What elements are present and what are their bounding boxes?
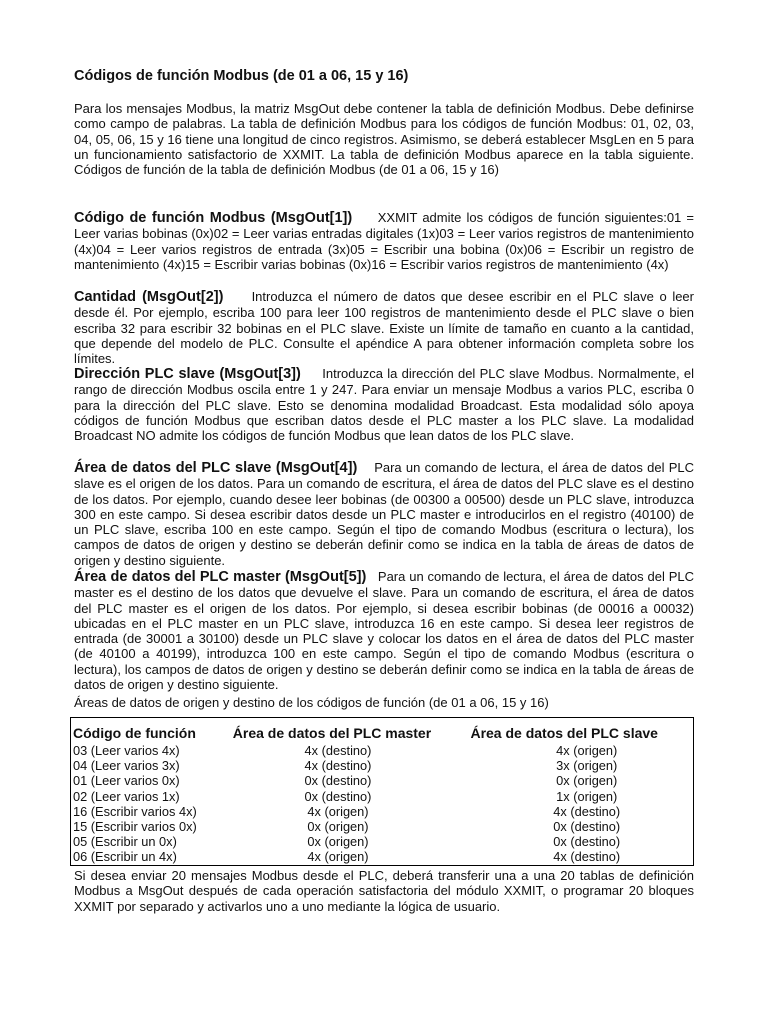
table-cell: 06 (Escribir un 4x) [73, 849, 177, 865]
section-heading: Área de datos del PLC master (MsgOut[5]) [74, 569, 367, 585]
column-header: Área de datos del PLC master [232, 725, 432, 741]
closing-paragraph: Si desea enviar 20 mensajes Modbus desde el PLC, deberá transferir una a una 20 tablas de definición Modbus a MsgOut después de cada operación satisfactoria del módulo XXMIT, o programar 20 bloques XXMIT por separado y activarlos uno a uno mediante la lógica de usuario. [74, 868, 694, 914]
table-cell: 0x (destino) [553, 834, 621, 850]
section-heading: Código de función Modbus (MsgOut[1]) [74, 210, 353, 226]
section-body: XXMIT admite los códigos de función siguientes:01 = Leer varias bobinas (0x)02 = Leer varias entradas digitales (1x)03 = Leer varios registros de mantenimiento (4x)04 = Leer varios registros de entrada (3x)05 = Escribir una bobina (0x)06 = Escribir un registro de mantenimiento (4x)15 = Escribir varias bobinas (0x)16 = Escribir varios registros de mantenimiento (4x) [74, 210, 694, 272]
table-cell: 1x (origen) [556, 788, 618, 804]
table-cell: 4x (destino) [304, 758, 372, 774]
section-heading: Dirección PLC slave (MsgOut[3]) [74, 366, 301, 382]
table-row [73, 804, 693, 819]
table-cell: 04 (Leer varios 3x) [73, 758, 180, 774]
table-cell: 01 (Leer varios 0x) [73, 773, 180, 789]
table-cell: 0x (origen) [556, 773, 618, 789]
section-body: Para un comando de lectura, el área de datos del PLC slave es el origen de los datos. Para un comando de escritura, el área de datos del PLC slave es el destino de los datos. Por ejemplo, cuando desee leer bobinas (de 00300 a 00500) desde un PLC slave, introduzca 300 en este campo. Si desea escribir datos desde un PLC master e introducirlos en el registro (40100) de un PLC slave, escriba 100 en este campo. Según el tipo de comando Modbus (escritura o lectura), los campos de datos de origen y destino se deberán definir como se indica en la tabla de áreas de datos de origen y destino siguiente. [74, 460, 694, 568]
table-cell: 0x (destino) [304, 773, 372, 789]
table-cell: 4x (origen) [307, 803, 369, 819]
table-cell: 4x (destino) [553, 803, 621, 819]
table-row [73, 758, 693, 773]
table-row [73, 834, 693, 849]
table-row [73, 743, 693, 758]
column-header: Código de función [73, 725, 196, 741]
section-heading: Cantidad (MsgOut[2]) [74, 289, 224, 305]
section-slave-address [74, 366, 694, 443]
table-cell: 4x (destino) [304, 743, 372, 758]
table-row [73, 819, 693, 834]
table-cell: 0x (destino) [553, 819, 621, 835]
table-cell: 15 (Escribir varios 0x) [73, 819, 197, 835]
table-row [73, 773, 693, 788]
table-caption: Áreas de datos de origen y destino de los códigos de función (de 01 a 06, 15 y 16) [74, 695, 549, 710]
section-body: Para un comando de lectura, el área de datos del PLC master es el destino de los datos que devuelve el slave. Para un comando de escritura, el área de datos del PLC master es el origen de los datos. Por ejemplo, si desea escribir bobinas (de 00016 a 00032) ubicadas en el PLC master en un PLC slave, introduzca 16 en este campo. Si desea leer registros de entrada (de 30001 a 30100) desde un PLC slave y colocar los datos en el área de datos del PLC master (de 40100 a 40199), introduzca 100 en este campo. Según el tipo de comando Modbus (escritura o lectura), los campos de datos de origen y destino se deberán definir como se indica en la tabla de áreas de datos de origen y destino siguiente. [74, 569, 694, 693]
section-quantity [74, 289, 694, 366]
table-row [73, 789, 693, 804]
section-master-data-area [74, 569, 694, 692]
section-body: Introduzca el número de datos que desee escribir en el PLC slave o leer desde él. Por ejemplo, escriba 100 para leer 100 registros de mantenimiento desde el PLC slave o bien escriba 32 para escribir 32 bobinas en el PLC slave. Existe un límite de tamaño en cuanto a la cantidad, que depende del modelo de PLC. Consulte el apéndice A para obtener información completa sobre los límites. [74, 289, 694, 367]
section-slave-data-area [74, 460, 694, 568]
table-cell: 03 (Leer varios 4x) [73, 743, 180, 758]
table-cell: 0x (origen) [307, 819, 369, 835]
table-cell: 4x (origen) [556, 743, 618, 758]
intro-paragraph: Para los mensajes Modbus, la matriz MsgOut debe contener la tabla de definición Modbus. Debe definirse como campo de palabras. La tabla de definición Modbus para los códigos de función Modbus: 01, 02, 03, 04, 05, 06, 15 y 16 tiene una longitud de cinco registros. Asimismo, se deberá establecer MsgLen en 5 para un funcionamiento satisfactorio de XXMIT. La tabla de definición Modbus aparece en la tabla siguiente. Códigos de función de la tabla de definición Modbus (de 01 a 06, 15 y 16) [74, 101, 694, 178]
column-header: Área de datos del PLC slave [470, 725, 658, 741]
page-title: Códigos de función Modbus (de 01 a 06, 15 y 16) [74, 68, 409, 84]
table-cell: 02 (Leer varios 1x) [73, 788, 180, 804]
table-cell: 4x (origen) [307, 849, 369, 865]
section-body: Introduzca la dirección del PLC slave Modbus. Normalmente, el rango de dirección Modbus oscila entre 1 y 247. Para enviar un mensaje Modbus a varios PLC, escriba 0 para la dirección del PLC slave. Esto se denomina modalidad Broadcast. Esta modalidad sólo apoya códigos de función Modbus que escriban datos desde el PLC master a los PLC slave. La modalidad Broadcast NO admite los códigos de función Modbus que lean datos de los PLC slave. [74, 366, 695, 444]
table-cell: 3x (origen) [556, 758, 618, 774]
table-cell: 16 (Escribir varios 4x) [73, 803, 197, 819]
table-cell: 4x (destino) [553, 849, 621, 865]
data-area-table [70, 717, 694, 866]
table-cell: 05 (Escribir un 0x) [73, 834, 177, 850]
section-heading: Área de datos del PLC slave (MsgOut[4]) [74, 460, 358, 476]
table-cell: 0x (destino) [304, 788, 372, 804]
table-row [73, 849, 693, 864]
table-cell: 0x (origen) [307, 834, 369, 850]
table-header-row [73, 718, 693, 743]
section-function-code [74, 210, 694, 272]
